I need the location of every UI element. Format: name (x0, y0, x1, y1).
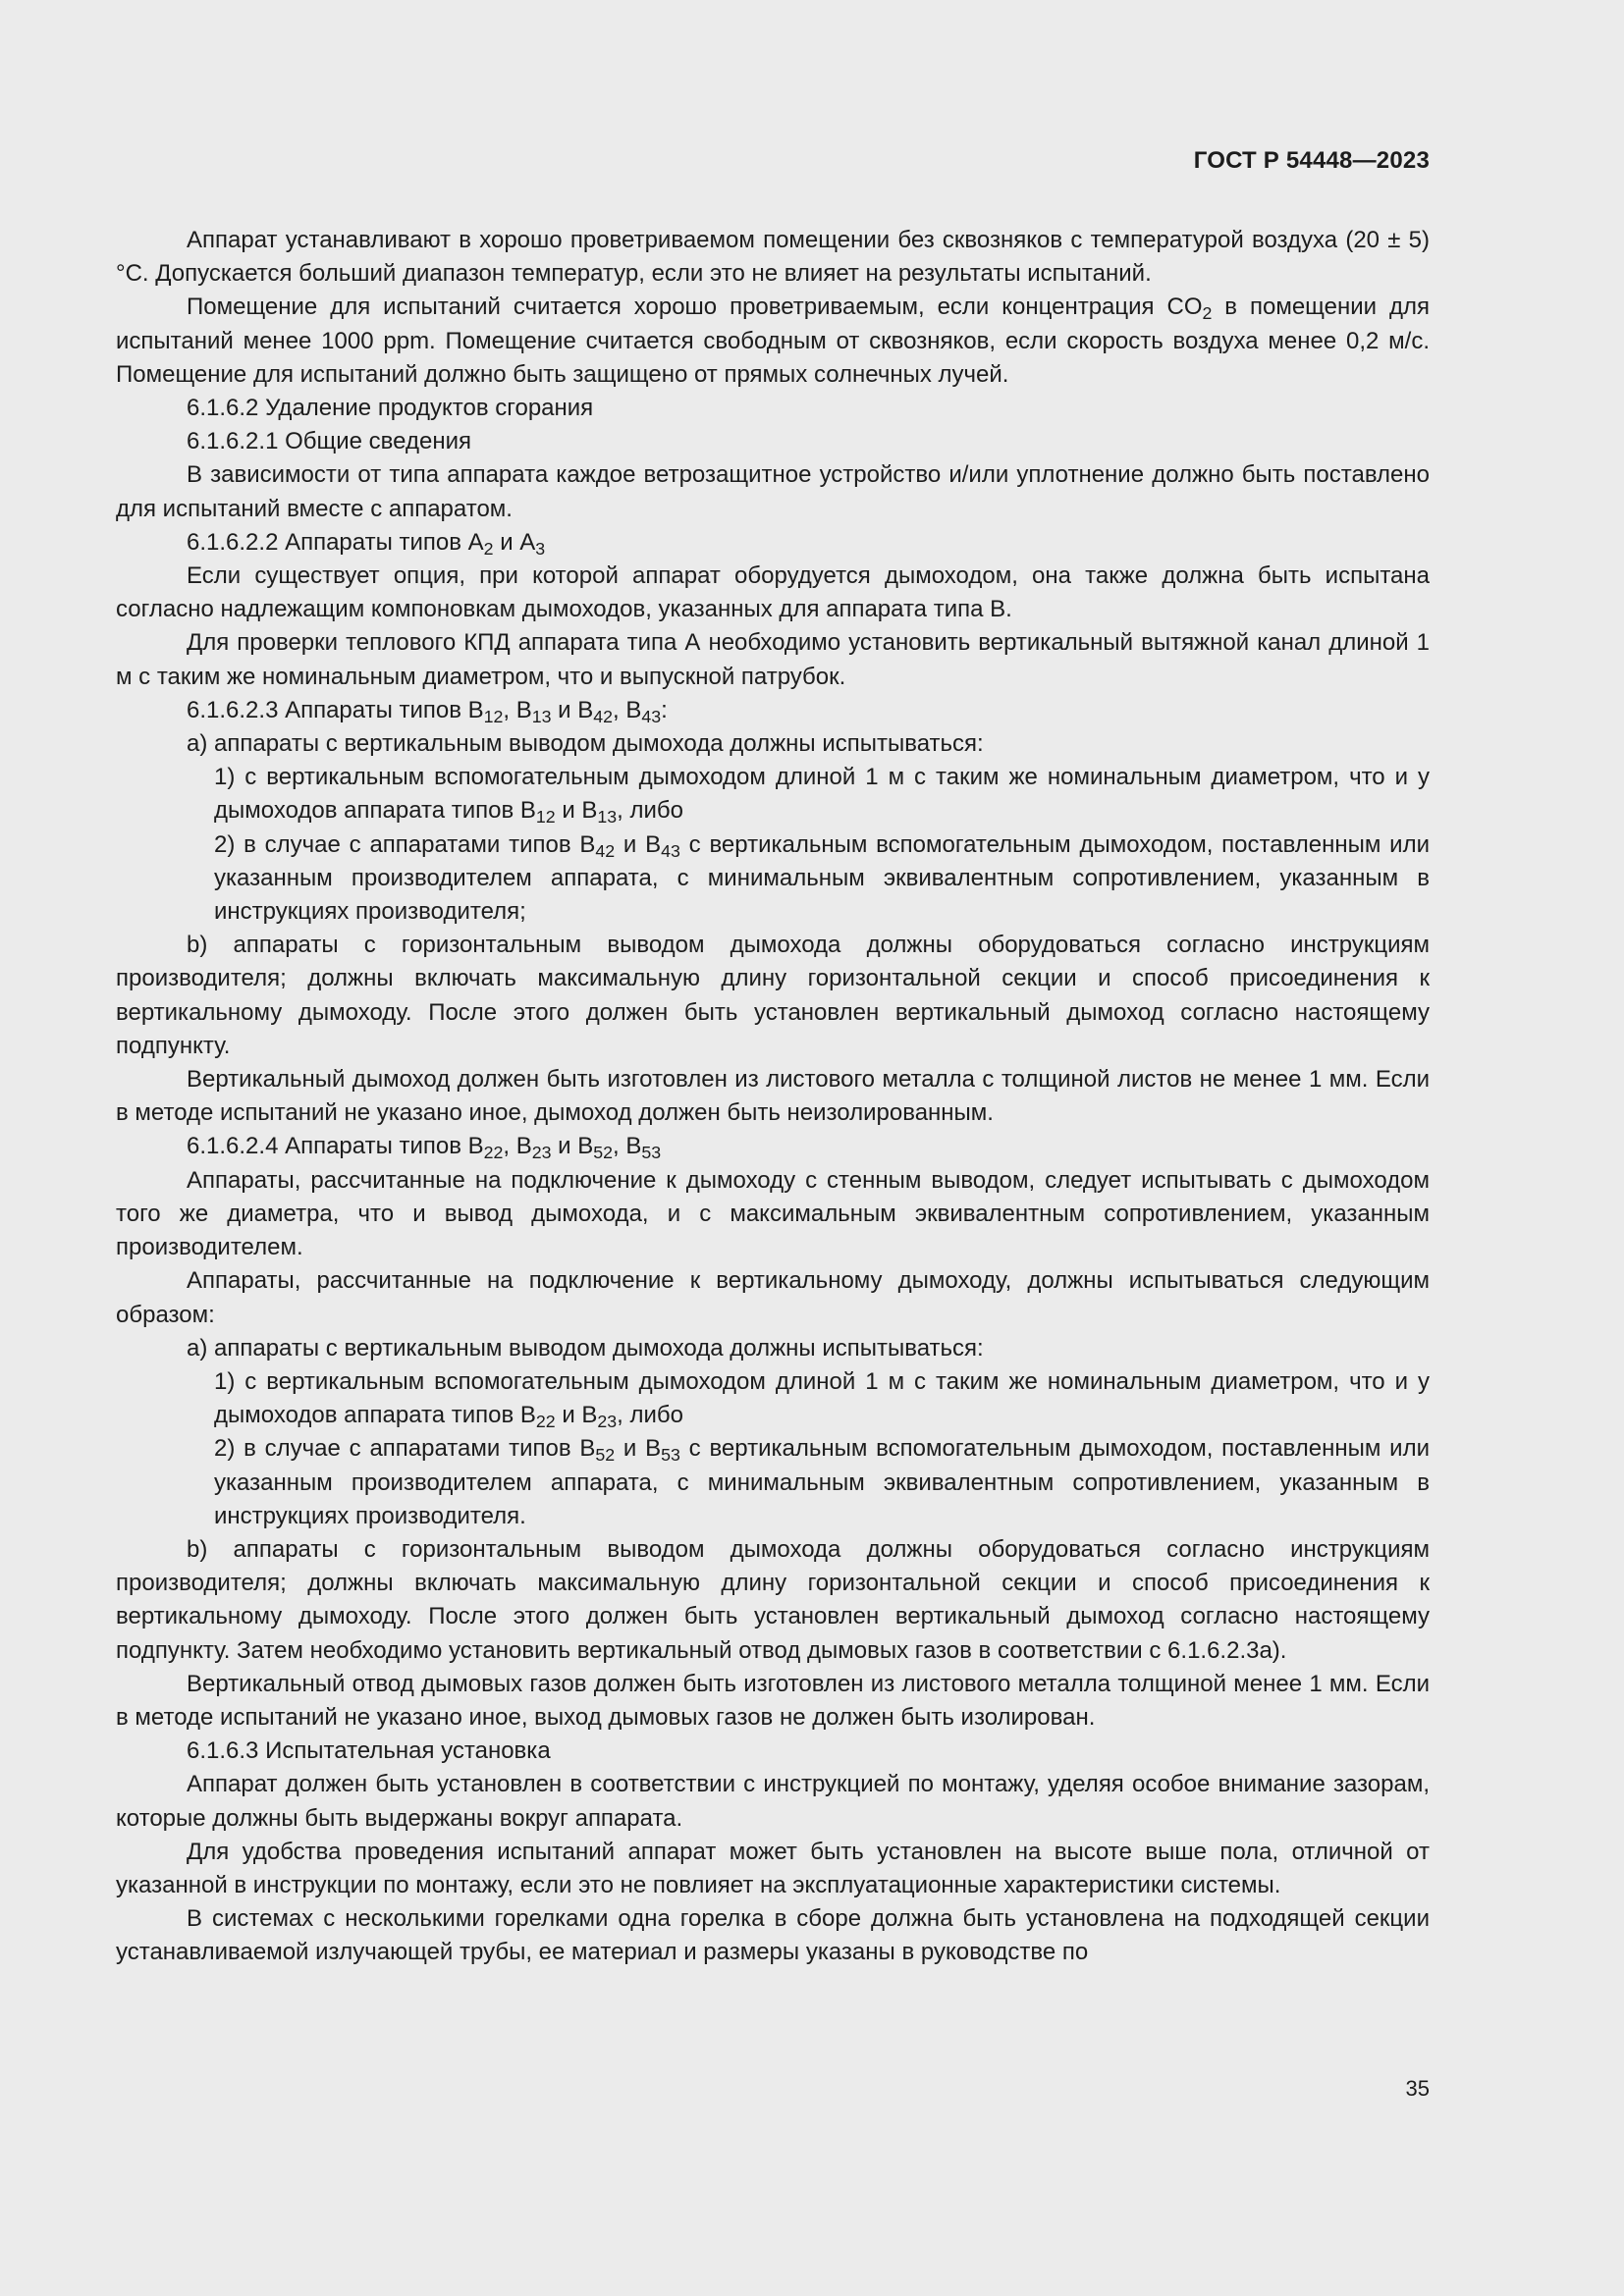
paragraph: Вертикальный отвод дымовых газов должен быть изготовлен из листового металла толщиной менее 1 мм. Если в методе испытаний не указано иное, выход дымовых газов не должен быть изолирован. (116, 1670, 1430, 1731)
paragraph: Помещение для испытаний считается хорошо проветриваемым, если концентрация $CO_2$ в помещении для испытаний менее 1000 ppm. Помещение считается свободным от сквозняков, если скорость воздуха менее 0,2 м/с. Помещение для испытаний должно быть защищено от прямых солнечных лучей. (116, 294, 1431, 388)
paragraph: В системах с несколькими горелками одна горелка в сборе должна быть установлена на подходящей секции устанавливаемой излучающей трубы, ее материал и размеры указаны в руководстве по (116, 1905, 1430, 1966)
paragraph: Аппараты, рассчитанные на подключение к вертикальному дымоходу, должны испытываться следующим образом: (116, 1267, 1430, 1328)
paragraph: Аппараты, рассчитанные на подключение к дымоходу с стенным выводом, следует испытывать с дымоходом того же диаметра, что и вывод дымохода, и с максимальным эквивалентным сопротивлением, указанным производителем. (116, 1166, 1430, 1261)
paragraph: Для удобства проведения испытаний аппарат может быть установлен на высоте выше пола, отличной от указанной в инструкции по монтажу, если это не повлияет на эксплуатационные характеристики системы. (116, 1838, 1430, 1898)
section-heading: 6.1.6.3 Испытательная установка (187, 1737, 551, 1765)
document-body (116, 224, 1430, 1970)
section-heading: 6.1.6.2.3 Аппараты типов $В_{12}$, $В_{13}$ и $В_{42}$, $В_{43}$: (187, 696, 668, 726)
list-item: 2) в случае с аппаратами типов $В_{42}$ и $В_{43}$ с вертикальным вспомогательным дымоходом, поставленным или указанным производителем аппарата, с минимальным эквивалентным сопротивлением, указанным в инструкциях производителя; (214, 830, 1430, 926)
paragraph: Для проверки теплового КПД аппарата типа А необходимо установить вертикальный вытяжной канал длиной 1 м с таким же номинальным диаметром, что и выпускной патрубок. (116, 629, 1430, 690)
section-heading: 6.1.6.2.4 Аппараты типов $В_{22}$, $В_{23}$ и $В_{52}$, $В_{53}$ (187, 1133, 662, 1163)
list-item: b) аппараты с горизонтальным выводом дымохода должны оборудоваться согласно инструкциям производителя; должны включать максимальную длину горизонтальной секции и способ присоединения к вертикальному дымоходу. После этого должен быть установлен вертикальный дымоход согласно настоящему подпункту. Затем необходимо установить вертикальный отвод дымовых газов в соответствии с 6.1.6.2.3а). (116, 1535, 1430, 1664)
paragraph: Аппарат должен быть установлен в соответствии с инструкцией по монтажу, уделяя особое внимание зазорам, которые должны быть выдержаны вокруг аппарата. (116, 1771, 1430, 1832)
paragraph: Вертикальный дымоход должен быть изготовлен из листового металла с толщиной листов не менее 1 мм. Если в методе испытаний не указано иное, дымоход должен быть неизолированным. (116, 1066, 1430, 1127)
list-item: 2) в случае с аппаратами типов $В_{52}$ и $В_{53}$ с вертикальным вспомогательным дымоходом, поставленным или указанным производителем аппарата, с минимальным эквивалентным сопротивлением, указанным в инструкциях производителя. (214, 1435, 1430, 1529)
paragraph: Аппарат устанавливают в хорошо проветриваемом помещении без сквозняков с температурой воздуха (20 ± 5) °С. Допускается больший диапазон температур, если это не влияет на результаты испытаний. (116, 227, 1430, 288)
paragraph: Если существует опция, при которой аппарат оборудуется дымоходом, она также должна быть испытана согласно надлежащим компоновкам дымоходов, указанных для аппарата типа В. (116, 562, 1430, 623)
section-heading: 6.1.6.2.1 Общие сведения (187, 428, 471, 455)
section-heading: 6.1.6.2.2 Аппараты типов $А_2$ и $А_3$ (187, 528, 546, 559)
section-heading: 6.1.6.2 Удаление продуктов сгорания (187, 395, 594, 422)
list-item: b) аппараты с горизонтальным выводом дымохода должны оборудоваться согласно инструкциям производителя; должны включать максимальную длину горизонтальной секции и способ присоединения к вертикальному дымоходу. После этого должен быть установлен вертикальный дымоход согласно настоящему подпункту. (116, 932, 1430, 1059)
page-number: 35 (1405, 2076, 1430, 2101)
paragraph: В зависимости от типа аппарата каждое ветрозащитное устройство и/или уплотнение должно быть поставлено для испытаний вместе с аппаратом. (116, 461, 1430, 522)
list-item: 1) с вертикальным вспомогательным дымоходом длиной 1 м с таким же номинальным диаметром, что и у дымоходов аппарата типов $В_{22}$ и $В_{23}$, либо (214, 1367, 1430, 1432)
list-item: 1) с вертикальным вспомогательным дымоходом длиной 1 м с таким же номинальным диаметром, что и у дымоходов аппарата типов $В_{12}$ и $В_{13}$, либо (214, 764, 1430, 828)
standard-header: ГОСТ Р 54448—2023 (1193, 147, 1430, 174)
list-item: a) аппараты с вертикальным выводом дымохода должны испытываться: (187, 1334, 984, 1362)
list-item: a) аппараты с вертикальным выводом дымохода должны испытываться: (187, 730, 984, 758)
